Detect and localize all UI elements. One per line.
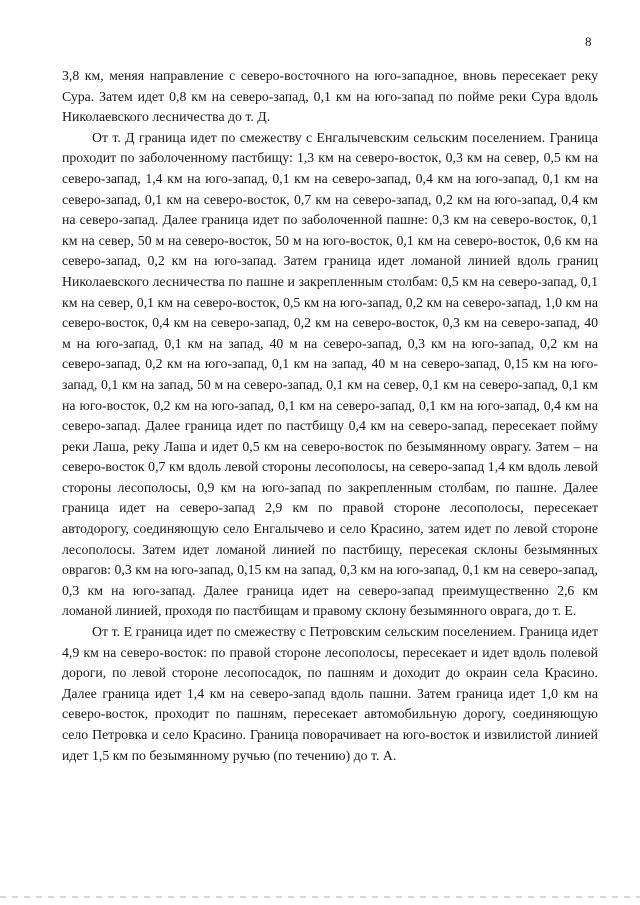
document-body [62, 66, 598, 766]
page-number: 8 [585, 34, 592, 49]
paragraph-point-d: От т. Д граница идет по смежеству с Енгалычевским сельским поселением. Граница проходит по заболоченному пастбищу: 1,3 км на северо-восток, 0,3 км на север, 0,5 км на северо-запад, 1,4 км на юго-запад, 0,1 км на северо-запад, 0,4 км на юго-запад, 0,1 км на северо-запад, 0,1 км на северо-восток, 0,7 км на северо-запад, 0,2 км на юго-запад, 0,4 км на северо-запад. Далее граница идет по заболоченной пашне: 0,3 км на северо-восток, 0,1 км на север, 50 м на северо-восток, 50 м на юго-восток, 0,1 км на северо-восток, 0,6 км на северо-запад, 0,2 км на юго-запад. Затем граница идет ломаной линией вдоль границ Николаевского лесничества по пашне и закрепленным столбам: 0,5 км на северо-запад, 0,1 км на север, 0,1 км на северо-восток, 0,5 км на юго-запад, 0,2 км на северо-запад, 1,0 км на северо-восток, 0,4 км на северо-запад, 0,2 км на северо-восток, 0,3 км на северо-запад, 40 м на юго-запад, 0,1 км на запад, 40 м на северо-запад, 0,3 км на юго-запад, 0,2 км на северо-запад, 0,2 км на юго-запад, 0,1 км на запад, 40 м на северо-запад, 0,15 км на юго-запад, 0,1 км на запад, 50 м на северо-запад, 0,1 км на север, 0,1 км на северо-запад, 0,1 км на юго-восток, 0,2 км на юго-запад, 0,1 км на северо-запад, 0,1 км на юго-запад, 0,4 км на северо-запад. Далее граница идет по пастбищу 0,4 км на северо-запад, пересекает пойму реки Лаша, реку Лаша и идет 0,5 км на северо-восток по безымянному оврагу. Затем – на северо-восток 0,7 км вдоль левой стороны лесополосы, на северо-запад 1,4 км вдоль левой стороны лесополосы, 0,9 км на юго-запад по закрепленным столбам, по пашне. Далее граница идет на северо-запад 2,9 км по правой стороне лесополосы, пересекает автодорогу, соединяющую село Енгалычево и село Красино, затем идет по левой стороне лесополосы. Затем идет ломаной линией по пастбищу, пересекая склоны безымянных оврагов: 0,3 км на юго-запад, 0,15 км на запад, 0,3 км на юго-запад, 0,1 км на северо-запад, 0,3 км на юго-запад. Далее граница идет на северо-запад преимущественно 2,6 км ломаной линией, проходя по пастбищам и правому склону безымянного оврага, до т. Е. [62, 129, 598, 619]
paragraph-continuation: 3,8 км, меняя направление с северо-восточного на юго-западное, вновь пересекает реку Сура. Затем идет 0,8 км на северо-запад, 0,1 км на юго-запад по пойме реки Сура вдоль Николаевского лесничества до т. Д. [62, 68, 598, 125]
scan-edge-divider [0, 896, 640, 898]
paragraph-point-e: От т. Е граница идет по смежеству с Петровским сельским поселением. Граница идет 4,9 км на северо-восток: по правой стороне лесополосы, пересекает и идет вдоль полевой дороги, по левой стороне лесопосадок, по пашням и доходит до окраин села Красино. Далее граница идет 1,4 км на северо-запад вдоль пашни. Затем граница идет 1,0 км на северо-восток, проходит по пашням, пересекает автомобильную дорогу, соединяющую село Петровка и село Красино. Граница поворачивает на юго-восток и извилистой линией идет 1,5 км по безымянному ручью (по течению) до т. А. [62, 624, 598, 763]
